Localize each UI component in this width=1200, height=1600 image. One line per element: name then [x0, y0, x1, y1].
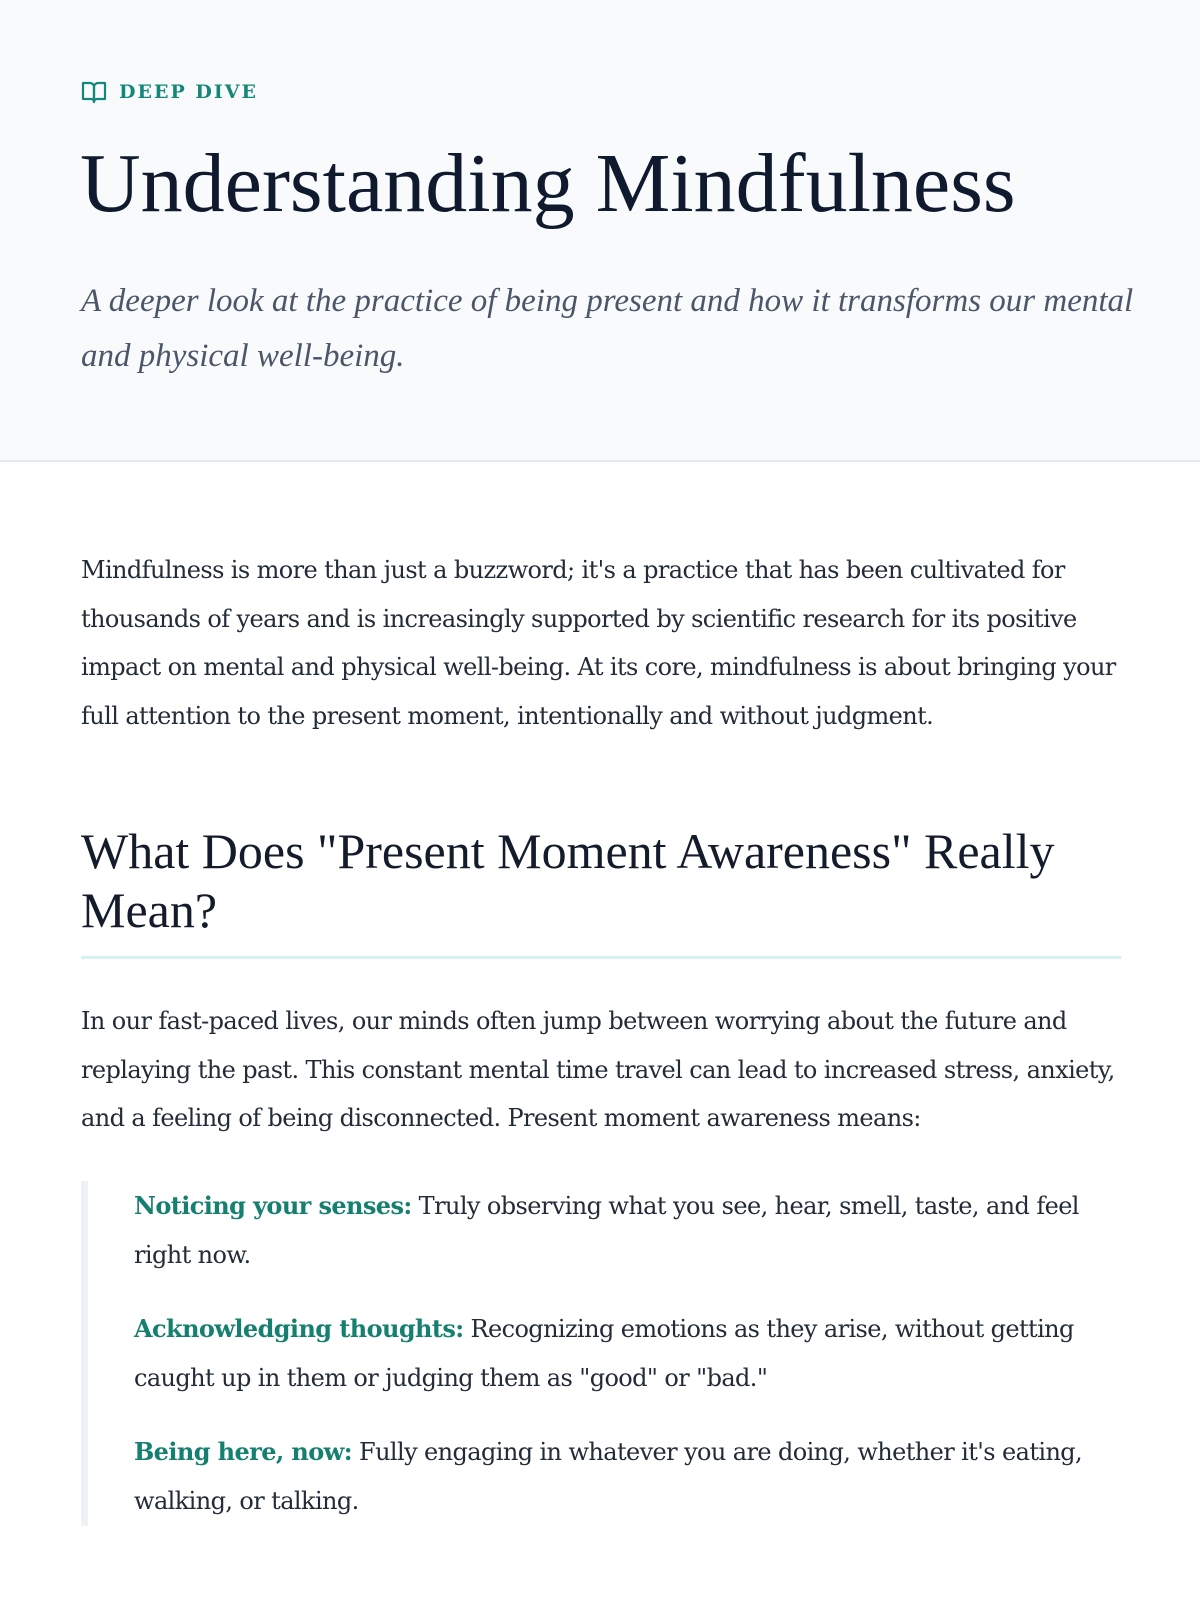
book-open-icon	[81, 80, 107, 104]
list-item-text: Truly observing what you see, hear, smell, taste, and feel right now.	[134, 1191, 1079, 1269]
list-item-term: Being here, now:	[134, 1436, 352, 1466]
section-heading: What Does "Present Moment Awareness" Really Mean?	[81, 822, 1121, 959]
awareness-list	[81, 1181, 1121, 1526]
list-item-text: Fully engaging in whatever you are doing, whether it's eating, walking, or talking.	[134, 1437, 1083, 1515]
list-item	[134, 1304, 1121, 1403]
page-subtitle: A deeper look at the practice of being present and how it transforms our mental and physical well-being.	[81, 283, 1134, 374]
list-item-term: Acknowledging thoughts:	[134, 1313, 464, 1343]
list-item-text: Recognizing emotions as they arise, without getting caught up in them or judging them as "good" or "bad."	[134, 1314, 1074, 1392]
article-hero	[0, 0, 1200, 462]
list-item	[134, 1427, 1121, 1526]
section-intro-paragraph: In our fast-paced lives, our minds often jump between worrying about the future and replaying the past. This constant mental time travel can lead to increased stress, anxiety, and a feeling of being disconnected. Present moment awareness means:	[81, 1007, 1115, 1132]
intro-paragraph: Mindfulness is more than just a buzzword; it's a practice that has been cultivated for thousands of years and is increasingly supported by scientific research for its positive impact on mental and physical well-being. At its core, mindfulness is about bringing your full attention to the present moment, intentionally and without judgment.	[81, 556, 1116, 730]
eyebrow	[81, 80, 258, 104]
list-item	[134, 1181, 1121, 1280]
eyebrow-label: DEEP DIVE	[119, 81, 258, 103]
page-title: Understanding Mindfulness	[80, 137, 1016, 230]
article-body	[81, 546, 1121, 1550]
list-item-term: Noticing your senses:	[134, 1190, 412, 1220]
